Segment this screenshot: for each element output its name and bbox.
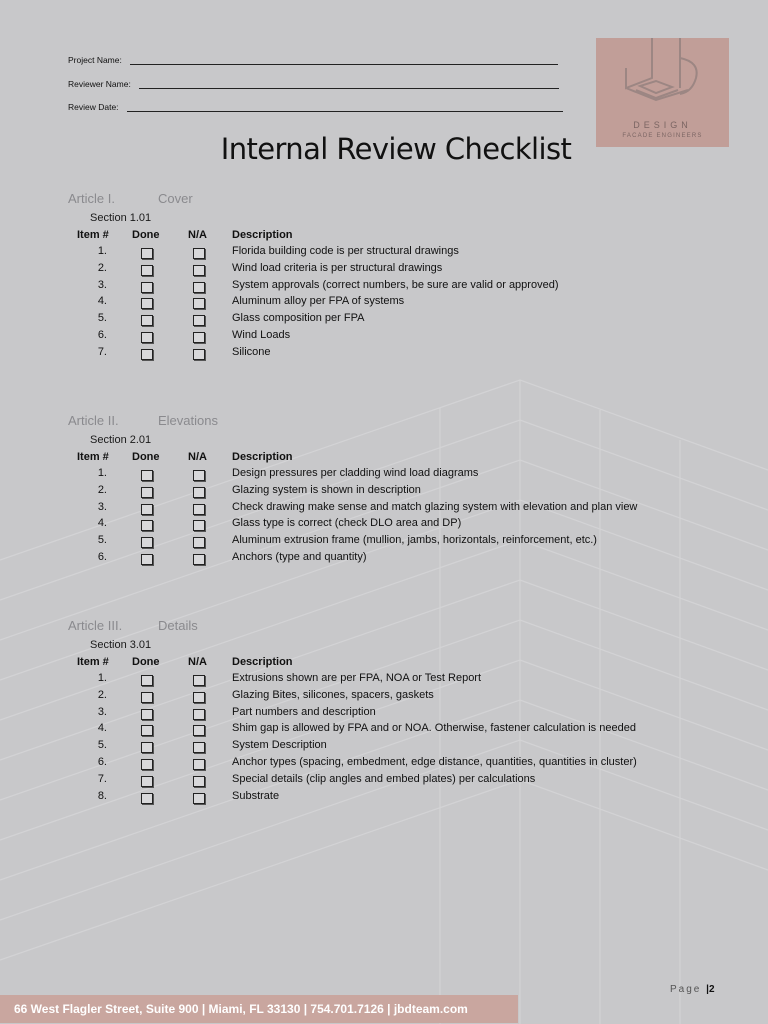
done-checkbox[interactable] — [141, 315, 153, 326]
na-checkbox[interactable] — [193, 692, 205, 703]
article-heading — [68, 413, 218, 428]
project-name-label: Project Name: — [68, 55, 122, 65]
item-number: 1. — [97, 467, 107, 479]
checklist-row — [0, 722, 768, 738]
column-header-description: Description — [232, 451, 293, 463]
item-number: 5. — [97, 534, 107, 547]
done-checkbox[interactable] — [141, 265, 153, 276]
checklist-row — [0, 467, 768, 483]
item-description: Shim gap is allowed by FPA and or NOA. Otherwise, fastener calculation is needed — [232, 722, 636, 735]
item-number: 6. — [97, 756, 107, 768]
done-checkbox[interactable] — [141, 776, 153, 787]
item-number: 1. — [97, 672, 107, 684]
column-header-item: Item # — [77, 451, 109, 463]
na-checkbox[interactable] — [193, 675, 205, 686]
na-checkbox[interactable] — [193, 554, 205, 565]
project-name-field[interactable] — [68, 54, 558, 65]
na-checkbox[interactable] — [193, 315, 205, 326]
column-header-item: Item # — [77, 229, 109, 241]
item-number: 1. — [97, 245, 107, 257]
review-date-line[interactable] — [127, 101, 563, 112]
article-name: Cover — [158, 191, 193, 206]
item-description: Wind load criteria is per structural drawings — [232, 261, 443, 274]
page-label: Page — [670, 984, 702, 995]
item-description: Glass type is correct (check DLO area and DP) — [232, 517, 462, 530]
na-checkbox[interactable] — [193, 504, 205, 515]
item-number: 2. — [97, 688, 107, 701]
footer-bar — [0, 995, 518, 1023]
section-label: Section 2.01 — [90, 434, 152, 446]
item-number: 2. — [97, 261, 107, 274]
na-checkbox[interactable] — [193, 282, 205, 293]
item-number: 2. — [97, 483, 107, 496]
article-heading — [68, 618, 198, 633]
item-number: 3. — [97, 500, 107, 513]
column-header-na: N/A — [188, 656, 207, 668]
item-description: Anchors (type and quantity) — [232, 551, 367, 563]
item-number: 6. — [97, 329, 107, 341]
article-name: Elevations — [158, 413, 218, 428]
na-checkbox[interactable] — [193, 520, 205, 531]
project-name-line[interactable] — [130, 54, 558, 65]
column-header-item: Item # — [77, 656, 109, 668]
item-description: System Description — [232, 739, 327, 752]
company-logo — [596, 38, 729, 147]
footer-address: 66 West Flagler Street, Suite 900 | Miami, FL 33130 | 754.701.7126 | jbdteam.com — [14, 1002, 468, 1016]
done-checkbox[interactable] — [141, 504, 153, 515]
checklist-row — [0, 484, 768, 500]
logo-text-design: DESIGN — [633, 120, 692, 130]
done-checkbox[interactable] — [141, 709, 153, 720]
item-description: Glazing system is shown in description — [232, 483, 421, 496]
done-checkbox[interactable] — [141, 793, 153, 804]
article-number: Article III. — [68, 618, 123, 633]
checklist-row — [0, 245, 768, 261]
checklist-row — [0, 672, 768, 688]
na-checkbox[interactable] — [193, 537, 205, 548]
item-description: Design pressures per cladding wind load diagrams — [232, 467, 479, 479]
done-checkbox[interactable] — [141, 349, 153, 360]
checklist-row — [0, 790, 768, 806]
checklist-row — [0, 739, 768, 755]
item-description: System approvals (correct numbers, be sure are valid or approved) — [232, 278, 559, 291]
logo-text-facade: FACADE ENGINEERS — [622, 133, 703, 139]
column-header-na: N/A — [188, 229, 207, 241]
page-title: Internal Review Checklist — [220, 132, 572, 166]
column-header-description: Description — [232, 656, 293, 668]
reviewer-name-field[interactable] — [68, 78, 559, 89]
checklist-row — [0, 279, 768, 295]
item-description: Aluminum alloy per FPA of systems — [232, 295, 405, 308]
done-checkbox[interactable] — [141, 248, 153, 259]
done-checkbox[interactable] — [141, 520, 153, 531]
review-date-label: Review Date: — [68, 102, 119, 112]
column-header-done: Done — [132, 656, 160, 668]
article-number: Article II. — [68, 413, 119, 428]
item-number: 3. — [97, 705, 107, 718]
na-checkbox[interactable] — [193, 742, 205, 753]
item-description: Glazing Bites, silicones, spacers, gaskets — [232, 688, 434, 701]
na-checkbox[interactable] — [193, 298, 205, 309]
item-number: 5. — [97, 739, 107, 752]
item-number: 7. — [97, 345, 107, 358]
item-number: 5. — [97, 312, 107, 325]
na-checkbox[interactable] — [193, 332, 205, 343]
item-description: Special details (clip angles and embed plates) per calculations — [232, 772, 536, 785]
column-header-done: Done — [132, 451, 160, 463]
na-checkbox[interactable] — [193, 709, 205, 720]
reviewer-name-label: Reviewer Name: — [68, 79, 131, 89]
review-date-field[interactable] — [68, 101, 563, 112]
page-number-value: 2 — [708, 984, 715, 995]
section-label: Section 1.01 — [90, 212, 152, 224]
done-checkbox[interactable] — [141, 470, 153, 481]
item-number: 4. — [97, 295, 107, 308]
done-checkbox[interactable] — [141, 537, 153, 548]
checklist-row — [0, 689, 768, 705]
item-description: Silicone — [232, 345, 271, 358]
done-checkbox[interactable] — [141, 282, 153, 293]
done-checkbox[interactable] — [141, 332, 153, 343]
checklist-row — [0, 706, 768, 722]
item-description: Aluminum extrusion frame (mullion, jambs, horizontals, reinforcement, etc.) — [232, 534, 597, 547]
column-header-na: N/A — [188, 451, 207, 463]
checklist-row — [0, 551, 768, 567]
checklist-row — [0, 262, 768, 278]
article-number: Article I. — [68, 191, 115, 206]
na-checkbox[interactable] — [193, 470, 205, 481]
item-number: 4. — [97, 722, 107, 735]
item-number: 3. — [97, 278, 107, 291]
page-number — [670, 984, 715, 995]
na-checkbox[interactable] — [193, 487, 205, 498]
checklist-row — [0, 501, 768, 517]
column-header-description: Description — [232, 229, 293, 241]
item-number: 7. — [97, 772, 107, 785]
na-checkbox[interactable] — [193, 265, 205, 276]
na-checkbox[interactable] — [193, 776, 205, 787]
checklist-row — [0, 517, 768, 533]
done-checkbox[interactable] — [141, 759, 153, 770]
done-checkbox[interactable] — [141, 692, 153, 703]
item-description: Wind Loads — [232, 329, 291, 341]
na-checkbox[interactable] — [193, 248, 205, 259]
checklist-row — [0, 756, 768, 772]
jbd-logo-mark-icon — [596, 38, 729, 120]
done-checkbox[interactable] — [141, 675, 153, 686]
done-checkbox[interactable] — [141, 554, 153, 565]
item-number: 4. — [97, 517, 107, 530]
na-checkbox[interactable] — [193, 725, 205, 736]
article-heading — [68, 191, 193, 206]
checklist-row — [0, 312, 768, 328]
done-checkbox[interactable] — [141, 742, 153, 753]
checklist-row — [0, 295, 768, 311]
na-checkbox[interactable] — [193, 793, 205, 804]
item-description: Check drawing make sense and match glazing system with elevation and plan view — [232, 500, 638, 513]
item-number: 6. — [97, 551, 107, 563]
item-description: Anchor types (spacing, embedment, edge distance, quantities, quantities in cluster) — [232, 756, 637, 768]
checklist-row — [0, 346, 768, 362]
checklist-row — [0, 773, 768, 789]
done-checkbox[interactable] — [141, 487, 153, 498]
item-number: 8. — [97, 789, 107, 802]
done-checkbox[interactable] — [141, 298, 153, 309]
page-separator: | — [706, 984, 709, 995]
checklist-row — [0, 534, 768, 550]
item-description: Extrusions shown are per FPA, NOA or Test Report — [232, 672, 482, 684]
done-checkbox[interactable] — [141, 725, 153, 736]
na-checkbox[interactable] — [193, 349, 205, 360]
checklist-row — [0, 329, 768, 345]
reviewer-name-line[interactable] — [139, 78, 559, 89]
column-header-done: Done — [132, 229, 160, 241]
item-description: Substrate — [232, 789, 280, 802]
article-name: Details — [158, 618, 198, 633]
item-description: Part numbers and description — [232, 705, 376, 718]
na-checkbox[interactable] — [193, 759, 205, 770]
item-description: Glass composition per FPA — [232, 312, 365, 325]
section-label: Section 3.01 — [90, 639, 152, 651]
item-description: Florida building code is per structural drawings — [232, 245, 459, 257]
